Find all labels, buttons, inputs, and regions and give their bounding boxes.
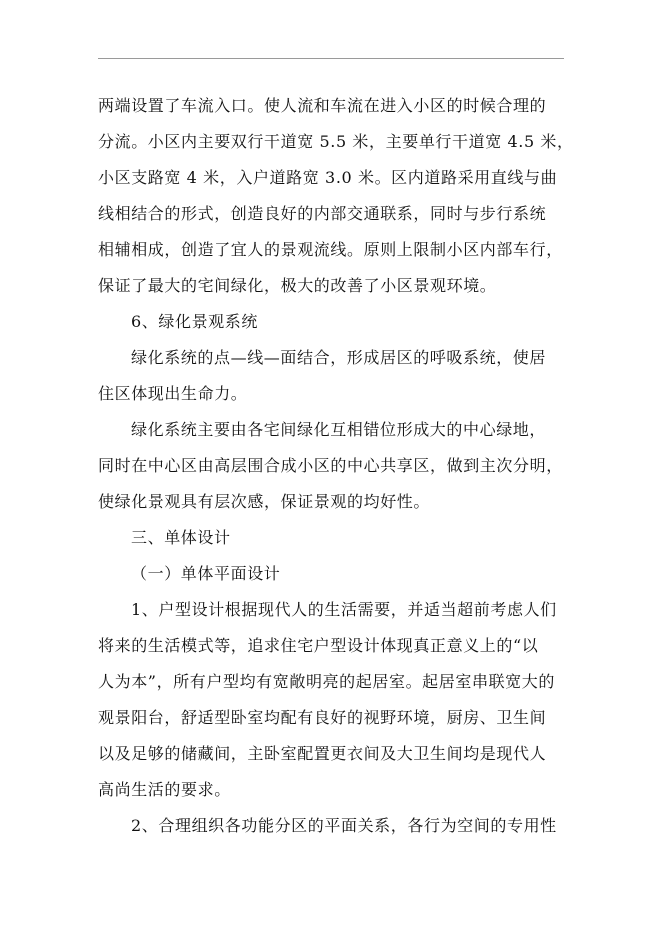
text-line: 以及足够的储藏间，主卧室配置更衣间及大卫生间均是现代人 xyxy=(98,744,547,763)
text-line: 绿化系统的点—线—面结合，形成居区的呼吸系统，使居 xyxy=(131,348,547,367)
text-line: 两端设置了车流入口。使人流和车流在进入小区的时候合理的 xyxy=(98,96,547,115)
text-line: 保证了最大的宅间绿化，极大的改善了小区景观环境。 xyxy=(98,276,497,295)
text-line: 使绿化景观具有层次感，保证景观的均好性。 xyxy=(98,492,431,511)
text-line: 相辅相成，创造了宜人的景观流线。原则上限制小区内部车行， xyxy=(98,240,563,259)
document-body xyxy=(98,88,574,844)
text-line: 1、户型设计根据现代人的生活需要，并适当超前考虑人们 xyxy=(131,600,557,619)
header-rule xyxy=(98,58,564,59)
text-line: 2、合理组织各功能分区的平面关系，各行为空间的专用性 xyxy=(131,816,557,835)
text-line: 三、单体设计 xyxy=(131,528,231,547)
text-line: 住区体现出生命力。 xyxy=(98,384,248,403)
text-line: 分流。小区内主要双行干道宽 5.5 米，主要单行干道宽 4.5 米， xyxy=(98,132,574,151)
text-line: 绿化系统主要由各宅间绿化互相错位形成大的中心绿地， xyxy=(131,420,547,439)
text-line: 线相结合的形式，创造良好的内部交通联系，同时与步行系统 xyxy=(98,204,547,223)
text-line: 同时在中心区由高层围合成小区的中心共享区，做到主次分明， xyxy=(98,456,563,475)
text-line: 将来的生活模式等，追求住宅户型设计体现真正意义上的“以 xyxy=(98,636,539,655)
text-line: 观景阳台，舒适型卧室均配有良好的视野环境，厨房、卫生间 xyxy=(98,708,547,727)
text-line: 6、绿化景观系统 xyxy=(131,312,258,331)
text-line: 人为本”，所有户型均有宽敞明亮的起居室。起居室串联宽大的 xyxy=(98,672,555,691)
text-line: 高尚生活的要求。 xyxy=(98,780,231,799)
text-line: （一）单体平面设计 xyxy=(131,564,281,583)
text-line: 小区支路宽 4 米，入户道路宽 3.0 米。区内道路采用直线与曲 xyxy=(98,168,558,187)
